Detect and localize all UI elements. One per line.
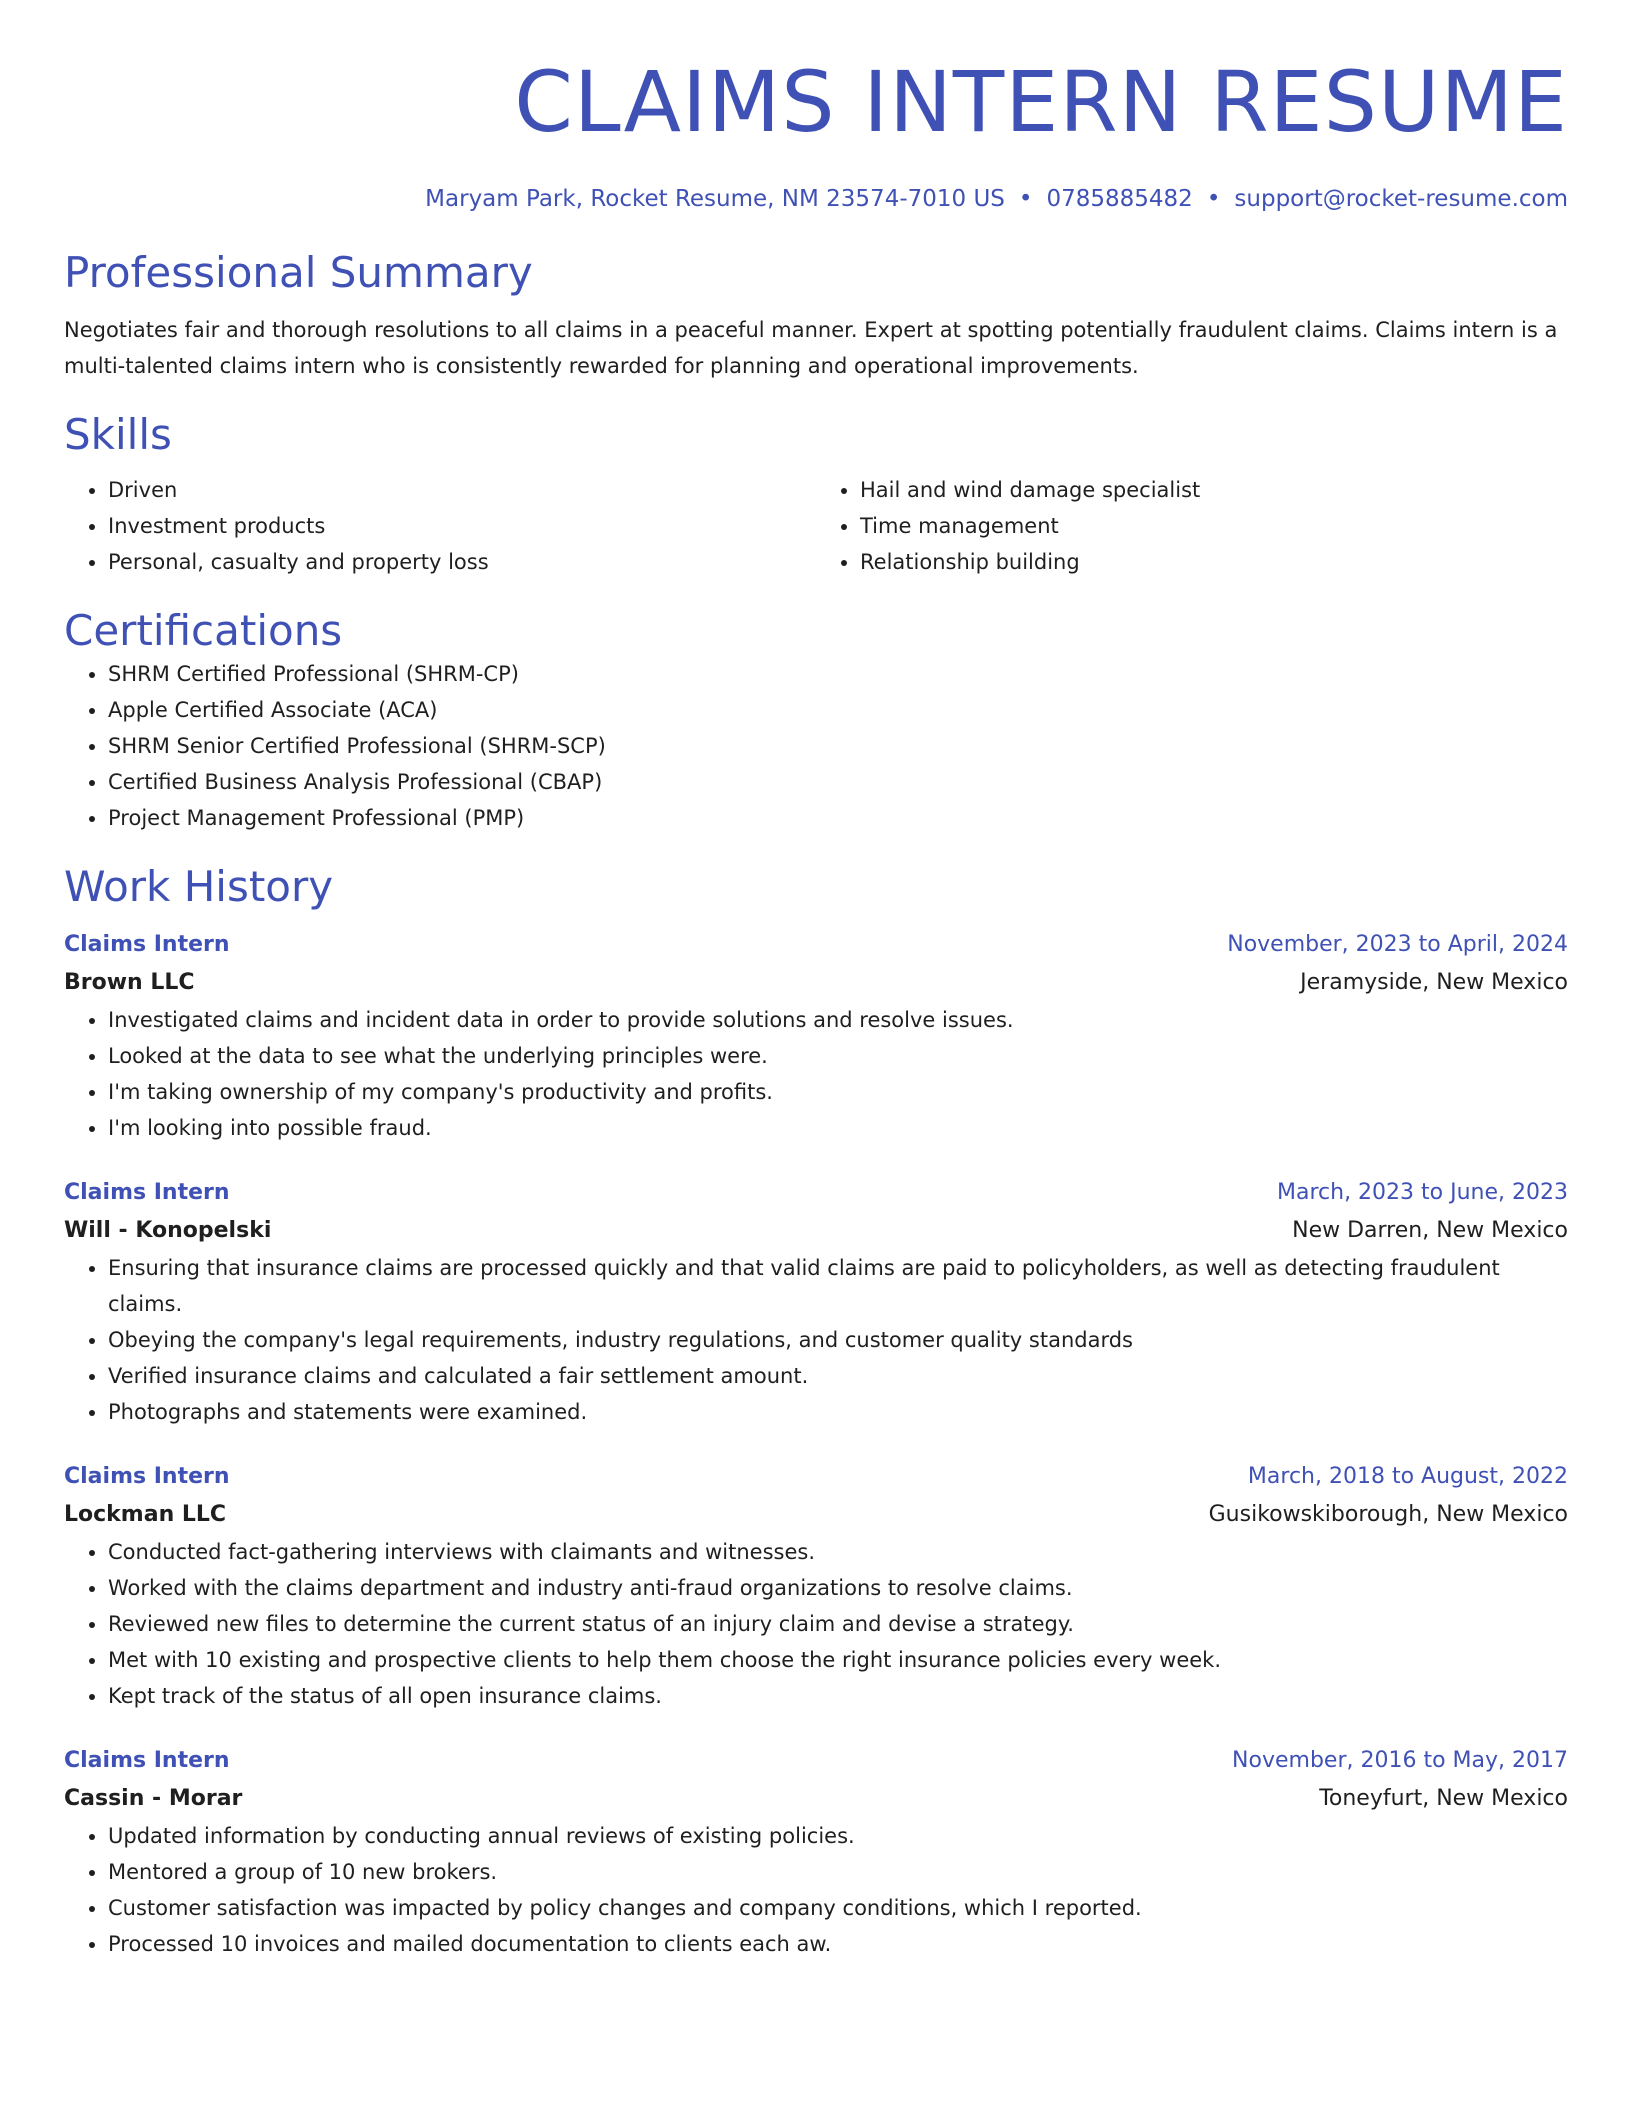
- job-bullet: • Mentored a group of 10 new brokers.: [108, 1854, 1568, 1890]
- job-bullet: • Customer satisfaction was impacted by policy changes and company conditions, which I reported.: [108, 1890, 1568, 1926]
- job-bullet: • Met with 10 existing and prospective clients to help them choose the right insurance policies every week.: [108, 1642, 1568, 1678]
- certification-item: • Certified Business Analysis Professional (CBAP): [108, 764, 1568, 800]
- job-bullet: • I'm looking into possible fraud.: [108, 1110, 1568, 1146]
- contact-address: Maryam Park, Rocket Resume, NM 23574-7010 US: [425, 186, 1005, 212]
- job-entry: [64, 926, 1568, 1146]
- job-bullet: • Processed 10 invoices and mailed documentation to clients each aw.: [108, 1926, 1568, 1962]
- job-location: New Darren, New Mexico: [1292, 1218, 1568, 1243]
- job-subheader-row: [64, 964, 1568, 1002]
- job-bullet: • I'm taking ownership of my company's productivity and profits.: [108, 1074, 1568, 1110]
- job-header-row: [64, 1458, 1568, 1496]
- certification-item: • Apple Certified Associate (ACA): [108, 692, 1568, 728]
- job-subheader-row: [64, 1212, 1568, 1250]
- job-bullets: [64, 1818, 1568, 1962]
- job-company: Lockman LLC: [64, 1502, 227, 1527]
- job-title: Claims Intern: [64, 932, 230, 957]
- job-bullet: • Obeying the company's legal requirements, industry regulations, and customer quality standards: [108, 1322, 1568, 1358]
- job-header-row: [64, 1174, 1568, 1212]
- job-location: Toneyfurt, New Mexico: [1319, 1786, 1568, 1811]
- job-header-row: [64, 926, 1568, 964]
- job-subheader-row: [64, 1780, 1568, 1818]
- certification-item: • SHRM Certified Professional (SHRM-CP): [108, 656, 1568, 692]
- summary-heading: Professional Summary: [64, 248, 533, 297]
- work-history-heading: Work History: [64, 862, 334, 911]
- contact-separator: •: [1206, 186, 1221, 212]
- job-title: Claims Intern: [64, 1748, 230, 1773]
- contact-line: [64, 184, 1568, 214]
- contact-phone: 0785885482: [1046, 186, 1193, 212]
- skill-item: • Relationship building: [860, 544, 1568, 580]
- skill-item: • Time management: [860, 508, 1568, 544]
- skills-grid: [64, 472, 1568, 580]
- certifications-list: [64, 656, 1568, 836]
- job-bullet: • Reviewed new files to determine the current status of an injury claim and devise a strategy.: [108, 1606, 1568, 1642]
- job-title: Claims Intern: [64, 1464, 230, 1489]
- job-company: Brown LLC: [64, 970, 195, 995]
- skill-item: • Personal, casualty and property loss: [108, 544, 816, 580]
- job-bullet: • Looked at the data to see what the underlying principles were.: [108, 1038, 1568, 1074]
- job-company: Will - Konopelski: [64, 1218, 272, 1243]
- job-bullet: • Worked with the claims department and industry anti-fraud organizations to resolve claims.: [108, 1570, 1568, 1606]
- job-title: Claims Intern: [64, 1180, 230, 1205]
- skill-item: • Hail and wind damage specialist: [860, 472, 1568, 508]
- job-bullets: [64, 1250, 1568, 1430]
- contact-email: support@rocket-resume.com: [1234, 186, 1568, 212]
- job-company: Cassin - Morar: [64, 1786, 243, 1811]
- contact-separator: •: [1018, 186, 1033, 212]
- certification-item: • Project Management Professional (PMP): [108, 800, 1568, 836]
- skill-item: • Investment products: [108, 508, 816, 544]
- job-bullet: • Verified insurance claims and calculated a fair settlement amount.: [108, 1358, 1568, 1394]
- skills-list-right: [816, 472, 1568, 580]
- job-bullet: • Ensuring that insurance claims are processed quickly and that valid claims are paid to policyholders, as well as detecting fraudulent claims.: [108, 1250, 1568, 1322]
- job-dates: November, 2023 to April, 2024: [1227, 932, 1568, 957]
- job-bullets: [64, 1002, 1568, 1146]
- job-bullets: [64, 1534, 1568, 1714]
- job-entry: [64, 1458, 1568, 1714]
- certifications-heading: Certifications: [64, 606, 343, 655]
- job-bullet: • Updated information by conducting annual reviews of existing policies.: [108, 1818, 1568, 1854]
- job-dates: March, 2018 to August, 2022: [1247, 1464, 1568, 1489]
- job-bullet: • Investigated claims and incident data in order to provide solutions and resolve issues.: [108, 1002, 1568, 1038]
- job-bullet: • Kept track of the status of all open insurance claims.: [108, 1678, 1568, 1714]
- skills-heading: Skills: [64, 410, 172, 459]
- skill-item: • Driven: [108, 472, 816, 508]
- job-dates: November, 2016 to May, 2017: [1232, 1748, 1568, 1773]
- job-subheader-row: [64, 1496, 1568, 1534]
- page-title: CLAIMS INTERN RESUME: [514, 53, 1568, 151]
- job-location: Gusikowskiborough, New Mexico: [1208, 1502, 1568, 1527]
- job-entry: [64, 1742, 1568, 1962]
- job-entry: [64, 1174, 1568, 1430]
- job-dates: March, 2023 to June, 2023: [1277, 1180, 1568, 1205]
- skills-list-left: [64, 472, 816, 580]
- job-bullet: • Conducted fact-gathering interviews with claimants and witnesses.: [108, 1534, 1568, 1570]
- summary-text: Negotiates fair and thorough resolutions to all claims in a peaceful manner. Expert at spotting potentially fraudulent claims. Claims intern is a multi-talented claims intern who is consistently rewarded for planning and operational improvements.: [64, 318, 1558, 378]
- job-location: Jeramyside, New Mexico: [1300, 970, 1568, 995]
- certification-item: • SHRM Senior Certified Professional (SHRM-SCP): [108, 728, 1568, 764]
- job-bullet: • Photographs and statements were examined.: [108, 1394, 1568, 1430]
- job-header-row: [64, 1742, 1568, 1780]
